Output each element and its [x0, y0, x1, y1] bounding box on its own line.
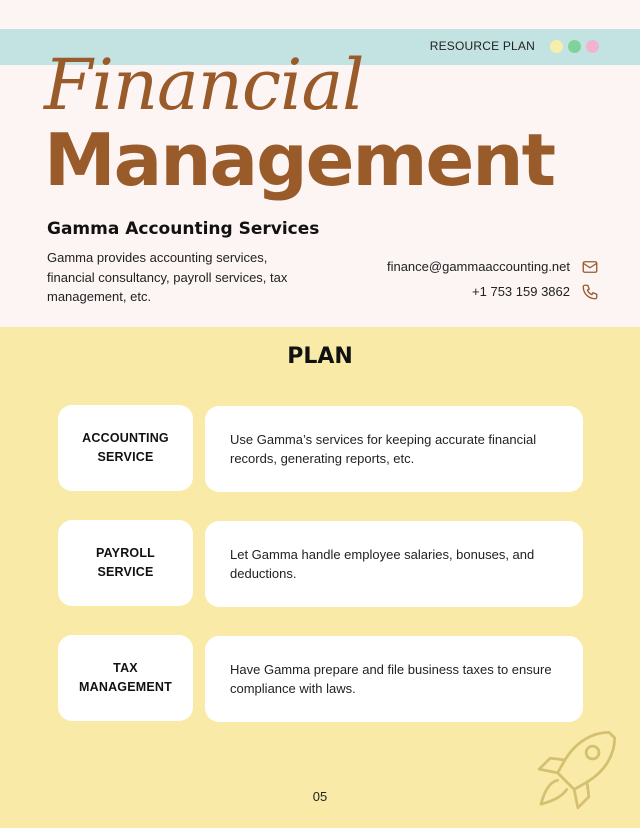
plan-label-card — [58, 635, 193, 721]
company-description: Gamma provides accounting services, financial consultancy, payroll services, tax management, etc. — [47, 250, 288, 304]
plan-label-card — [58, 520, 193, 606]
yellow-dot — [550, 40, 563, 53]
plan-label: TAX MANAGEMENT — [79, 661, 172, 694]
plan-label: ACCOUNTING SERVICE — [82, 431, 169, 464]
mail-icon — [581, 258, 599, 276]
pink-dot — [586, 40, 599, 53]
resource-plan-label: RESOURCE PLAN — [429, 39, 535, 53]
plan-label-card — [58, 405, 193, 491]
title-bold-line: Management — [44, 118, 554, 202]
company-name: Gamma Accounting Services — [47, 219, 320, 239]
page-number: 05 — [312, 789, 328, 804]
plan-description: Have Gamma prepare and file business taxes to ensure compliance with laws. — [230, 662, 552, 696]
phone-number[interactable]: +1 753 159 3862 — [472, 284, 570, 299]
plan-description-card — [205, 521, 583, 607]
email-address[interactable]: finance@gammaaccounting.net — [386, 259, 570, 274]
plan-label: PAYROLL SERVICE — [95, 546, 156, 579]
plan-description: Let Gamma handle employee salaries, bonuses, and deductions. — [230, 547, 535, 581]
title-script-line: Financial — [44, 44, 364, 126]
plan-heading: PLAN — [287, 344, 353, 369]
plan-description: Use Gamma’s services for keeping accurate financial records, generating reports, etc. — [230, 432, 537, 466]
phone-icon — [581, 283, 599, 301]
plan-description-card — [205, 636, 583, 722]
plan-description-card — [205, 406, 583, 492]
rocket-icon — [530, 725, 622, 817]
green-dot — [568, 40, 581, 53]
